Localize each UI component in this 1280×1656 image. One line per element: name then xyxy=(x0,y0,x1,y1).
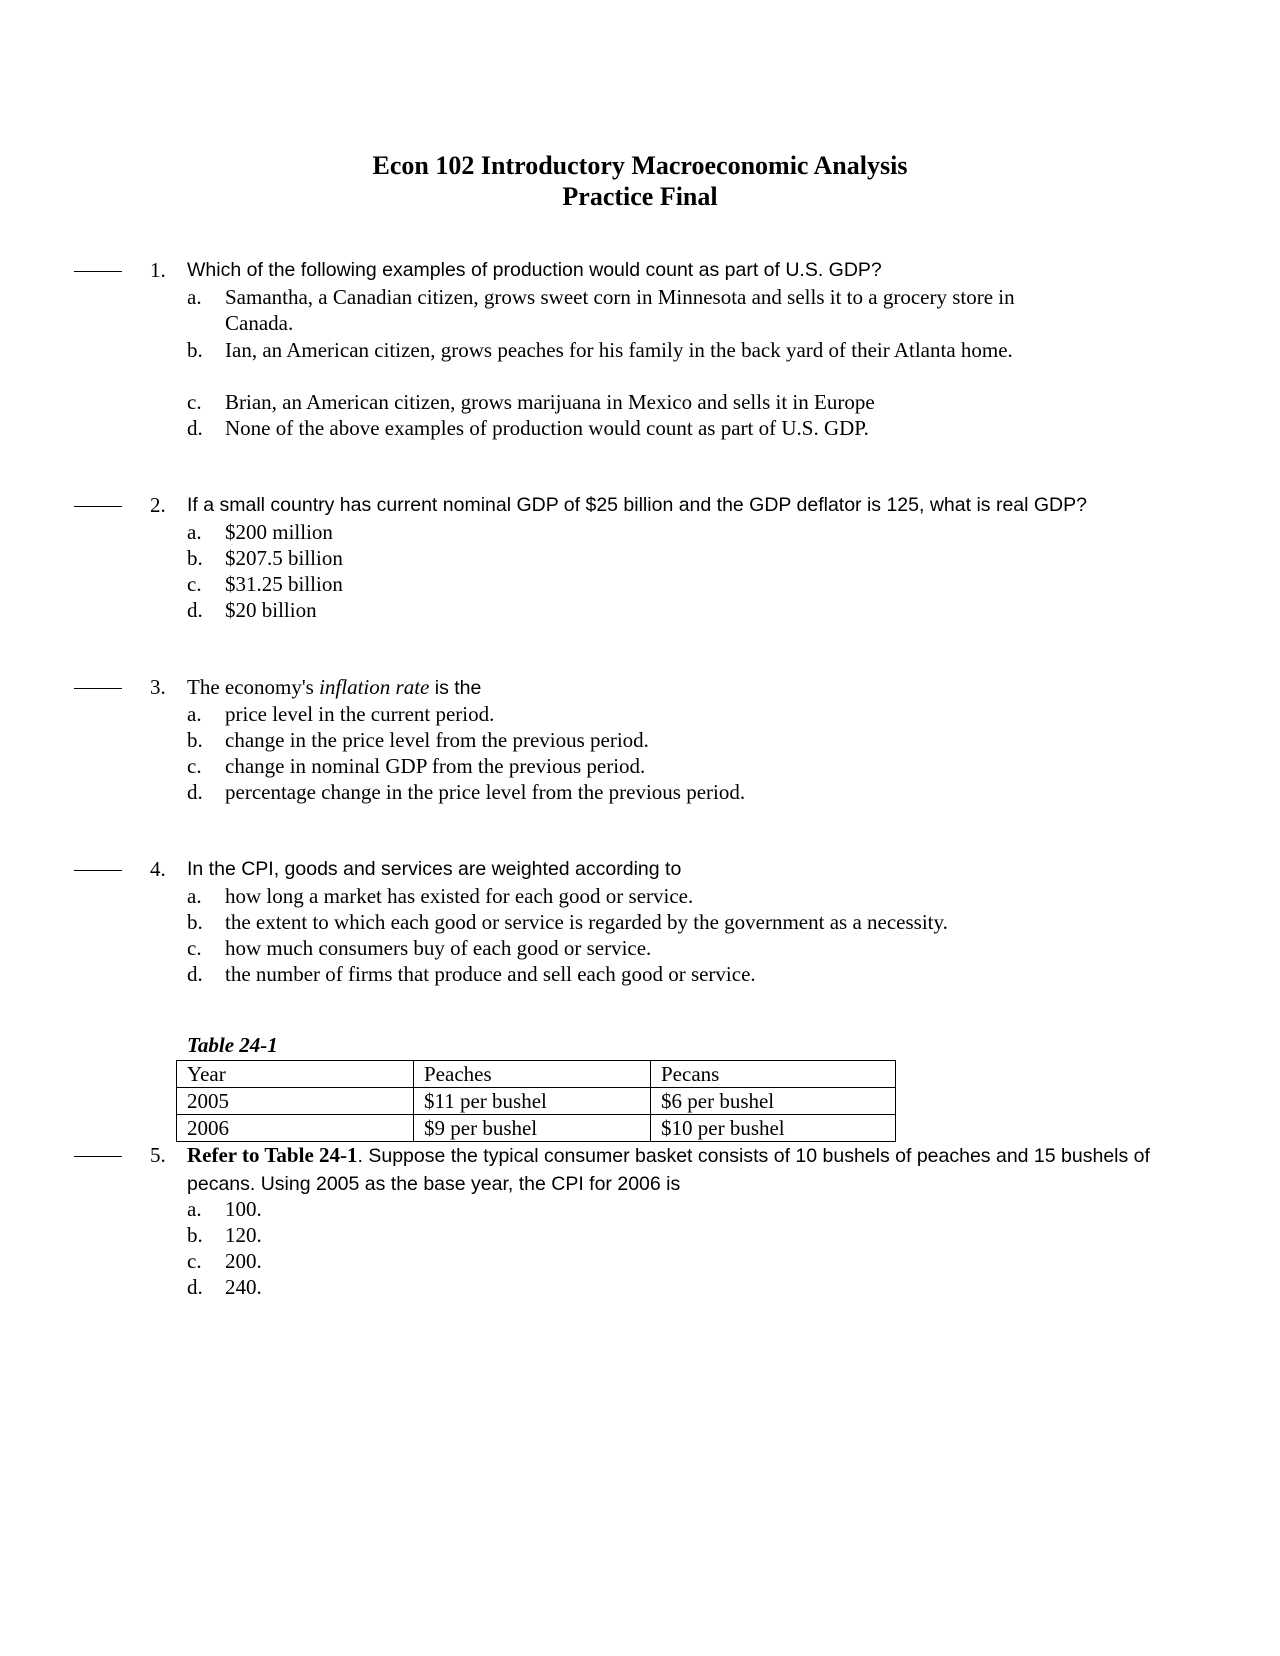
option-text: $207.5 billion xyxy=(225,546,343,570)
option-letter: c. xyxy=(187,572,202,596)
option-text: price level in the current period. xyxy=(225,702,495,726)
question-stem xyxy=(187,1141,1207,1198)
option-d xyxy=(187,415,1067,441)
option-text: Ian, an American citizen, grows peaches for his family in the back yard of their Atlanta home. xyxy=(225,338,1013,362)
option-text: change in nominal GDP from the previous period. xyxy=(225,754,646,778)
option-letter: a. xyxy=(187,285,202,309)
option-text: Brian, an American citizen, grows marijuana in Mexico and sells it in Europe xyxy=(225,390,875,414)
option-letter: c. xyxy=(187,390,202,414)
option-text: the number of firms that produce and sell each good or service. xyxy=(225,962,756,986)
question-stem: In the CPI, goods and services are weighted according to xyxy=(187,858,682,880)
table-cell: $6 per bushel xyxy=(651,1088,896,1115)
option-text: Samantha, a Canadian citizen, grows sweet corn in Minnesota and sells it to a grocery store in Canada. xyxy=(225,285,1015,335)
table-row xyxy=(177,1115,896,1142)
page-subtitle: Practice Final xyxy=(562,182,718,211)
answer-blank[interactable] xyxy=(74,688,122,689)
table-caption: Table 24-1 xyxy=(187,1033,278,1057)
stem-prefix: The economy's xyxy=(187,675,320,699)
table-row xyxy=(177,1088,896,1115)
question-number: 4. xyxy=(150,857,166,881)
option-text: percentage change in the price level from the previous period. xyxy=(225,780,746,804)
option-a xyxy=(187,701,1067,727)
table-cell: 2006 xyxy=(177,1115,414,1142)
option-letter: b. xyxy=(187,338,203,362)
option-b xyxy=(187,545,1067,571)
option-text: $31.25 billion xyxy=(225,572,343,596)
table-header-cell: Pecans xyxy=(651,1061,896,1088)
stem-text: . Suppose the typical consumer basket consists of 10 bushels of peaches and 15 bushels of pecans. Using 2005 as the base year, the CPI for 2006 is xyxy=(187,1145,1150,1195)
answer-blank[interactable] xyxy=(74,506,122,507)
answer-blank[interactable] xyxy=(74,271,122,272)
option-d xyxy=(187,1274,1067,1300)
option-d xyxy=(187,961,1087,987)
option-b xyxy=(187,1222,1067,1248)
option-text: change in the price level from the previous period. xyxy=(225,728,649,752)
option-letter: a. xyxy=(187,702,202,726)
option-letter: a. xyxy=(187,884,202,908)
option-d xyxy=(187,597,1067,623)
option-text: 240. xyxy=(225,1275,262,1299)
table-row xyxy=(177,1061,896,1088)
table-cell: 2005 xyxy=(177,1088,414,1115)
question-number: 2. xyxy=(150,493,166,517)
option-letter: d. xyxy=(187,1275,203,1299)
option-b xyxy=(187,337,1017,363)
question-stem: If a small country has current nominal GDP of $25 billion and the GDP deflator is 125, what is real GDP? xyxy=(187,494,1087,516)
price-table xyxy=(176,1060,896,1142)
table-header-cell: Peaches xyxy=(414,1061,651,1088)
question-number: 3. xyxy=(150,675,166,699)
option-a xyxy=(187,284,1017,336)
option-text: $20 billion xyxy=(225,598,317,622)
option-text: how much consumers buy of each good or service. xyxy=(225,936,652,960)
option-c xyxy=(187,571,1067,597)
option-letter: b. xyxy=(187,546,203,570)
option-text: how long a market has existed for each good or service. xyxy=(225,884,694,908)
option-b xyxy=(187,727,1067,753)
option-c xyxy=(187,753,1067,779)
stem-suffix: is the xyxy=(429,677,482,699)
option-d xyxy=(187,779,1067,805)
page-title: Econ 102 Introductory Macroeconomic Analysis xyxy=(372,151,908,180)
option-letter: a. xyxy=(187,520,202,544)
option-text: 200. xyxy=(225,1249,262,1273)
question-number: 5. xyxy=(150,1143,166,1167)
option-letter: c. xyxy=(187,936,202,960)
question-number: 1. xyxy=(150,258,166,282)
option-c xyxy=(187,389,1067,415)
option-text: the extent to which each good or service is regarded by the government as a necessity. xyxy=(225,910,948,934)
option-a xyxy=(187,519,1067,545)
option-c xyxy=(187,935,1087,961)
option-b xyxy=(187,909,1087,935)
question-stem: Which of the following examples of production would count as part of U.S. GDP? xyxy=(187,259,882,281)
table-header-cell: Year xyxy=(177,1061,414,1088)
answer-blank[interactable] xyxy=(74,870,122,871)
option-letter: c. xyxy=(187,1249,202,1273)
answer-blank[interactable] xyxy=(74,1156,122,1157)
table-cell: $9 per bushel xyxy=(414,1115,651,1142)
option-letter: d. xyxy=(187,780,203,804)
option-c xyxy=(187,1248,1067,1274)
question-stem xyxy=(187,673,1187,702)
option-text: 120. xyxy=(225,1223,262,1247)
option-letter: d. xyxy=(187,416,203,440)
option-letter: b. xyxy=(187,1223,203,1247)
option-letter: a. xyxy=(187,1197,202,1221)
table-cell: $10 per bushel xyxy=(651,1115,896,1142)
stem-reference: Refer to Table 24-1 xyxy=(187,1143,358,1167)
option-letter: c. xyxy=(187,754,202,778)
option-letter: b. xyxy=(187,910,203,934)
option-a xyxy=(187,883,1087,909)
option-letter: d. xyxy=(187,598,203,622)
option-letter: b. xyxy=(187,728,203,752)
option-letter: d. xyxy=(187,962,203,986)
option-a xyxy=(187,1196,1067,1222)
option-text: 100. xyxy=(225,1197,262,1221)
option-text: $200 million xyxy=(225,520,333,544)
stem-emphasis: inflation rate xyxy=(319,675,430,699)
option-text: None of the above examples of production would count as part of U.S. GDP. xyxy=(225,416,869,440)
table-cell: $11 per bushel xyxy=(414,1088,651,1115)
